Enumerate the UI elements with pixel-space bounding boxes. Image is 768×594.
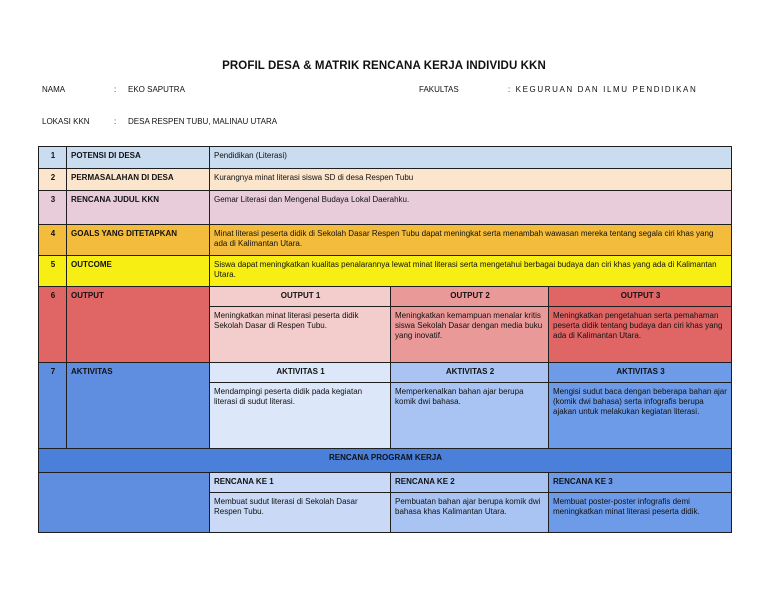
aktivitas-item-2: Memperkenalkan bahan ajar berupa komik dwi bahasa.	[391, 383, 549, 449]
aktivitas-header-2: AKTIVITAS 2	[391, 363, 549, 383]
rencana-item-2: Pembuatan bahan ajar berupa komik dwi bahasa khas Kalimantan Utara.	[391, 493, 549, 533]
row-label: RENCANA JUDUL KKN	[67, 191, 210, 225]
work-plan-matrix	[38, 146, 732, 533]
rencana-header-1: RENCANA KE 1	[210, 473, 391, 493]
output-header-2: OUTPUT 2	[391, 287, 549, 307]
aktivitas-header-3: AKTIVITAS 3	[549, 363, 732, 383]
row-label: POTENSI DI DESA	[67, 147, 210, 169]
row-rencana-judul	[39, 191, 732, 225]
row-program-section	[39, 449, 732, 473]
fakultas-label: FAKULTAS	[419, 85, 459, 94]
output-header-3: OUTPUT 3	[549, 287, 732, 307]
row-label: GOALS YANG DITETAPKAN	[67, 225, 210, 256]
lokasi-separator: :	[114, 117, 117, 126]
output-header-1: OUTPUT 1	[210, 287, 391, 307]
row-number: 7	[39, 363, 67, 449]
output-item-2: Meningkatkan kemampuan menalar kritis siswa Sekolah Dasar dengan media buku yang inovatif.	[391, 307, 549, 363]
nama-separator: :	[114, 85, 117, 94]
output-item-1: Meningkatkan minat literasi peserta didik Sekolah Dasar di Respen Tubu.	[210, 307, 391, 363]
document-title: PROFIL DESA & MATRIK RENCANA KERJA INDIVIDU KKN	[222, 60, 546, 72]
output-item-3: Meningkatkan pengetahuan serta pemahaman peserta didik tentang budaya dan ciri khas yang ada di Kalimantan Utara.	[549, 307, 732, 363]
nama-label: NAMA	[42, 85, 66, 94]
row-label: OUTCOME	[67, 256, 210, 287]
aktivitas-item-1: Mendampingi peserta didik pada kegiatan literasi di sudut literasi.	[210, 383, 391, 449]
rencana-header-2: RENCANA KE 2	[391, 473, 549, 493]
rencana-header-3: RENCANA KE 3	[549, 473, 732, 493]
row-label: AKTIVITAS	[67, 363, 210, 449]
row-label: PERMASALAHAN DI DESA	[67, 169, 210, 191]
aktivitas-header-1: AKTIVITAS 1	[210, 363, 391, 383]
row-goals	[39, 225, 732, 256]
row-label: OUTPUT	[67, 287, 210, 363]
rencana-item-3: Membuat poster-poster infografis demi meningkatkan minat literasi peserta didik.	[549, 493, 732, 533]
row-number: 5	[39, 256, 67, 287]
row-program-headers	[39, 473, 732, 493]
row-permasalahan	[39, 169, 732, 191]
row-number: 3	[39, 191, 67, 225]
nama-value: EKO SAPUTRA	[128, 85, 185, 94]
rencana-item-1: Membuat sudut literasi di Sekolah Dasar Respen Tubu.	[210, 493, 391, 533]
row-number: 4	[39, 225, 67, 256]
row-value: Gemar Literasi dan Mengenal Budaya Lokal Daerahku.	[210, 191, 732, 225]
row-value: Siswa dapat meningkatkan kualitas penalarannya lewat minat literasi serta mengetahui berbagai budaya dan ciri khas yang ada di Kalimantan Utara.	[210, 256, 732, 287]
lokasi-label: LOKASI KKN	[42, 117, 90, 126]
row-outcome	[39, 256, 732, 287]
row-value: Pendidikan (Literasi)	[210, 147, 732, 169]
row-value: Kurangnya minat literasi siswa SD di desa Respen Tubu	[210, 169, 732, 191]
program-section-title: RENCANA PROGRAM KERJA	[39, 449, 732, 473]
lokasi-value: DESA RESPEN TUBU, MALINAU UTARA	[128, 117, 278, 126]
row-potensi	[39, 147, 732, 169]
row-aktivitas-headers	[39, 363, 732, 383]
aktivitas-item-3: Mengisi sudut baca dengan beberapa bahan ajar (komik dwi bahasa) serta infografis berupa ajakan untuk melakukan kegiatan literasi.	[549, 383, 732, 449]
program-blank-cell	[39, 473, 210, 533]
row-number: 6	[39, 287, 67, 363]
row-value: Minat literasi peserta didik di Sekolah Dasar Respen Tubu dapat meningkat serta menambah wawasan mereka tentang segala ciri khas yang ada di Kalimantan Utara.	[210, 225, 732, 256]
row-number: 2	[39, 169, 67, 191]
row-output-headers	[39, 287, 732, 307]
fakultas-value: : KEGURUAN DAN ILMU PENDIDIKAN	[508, 85, 698, 94]
row-number: 1	[39, 147, 67, 169]
